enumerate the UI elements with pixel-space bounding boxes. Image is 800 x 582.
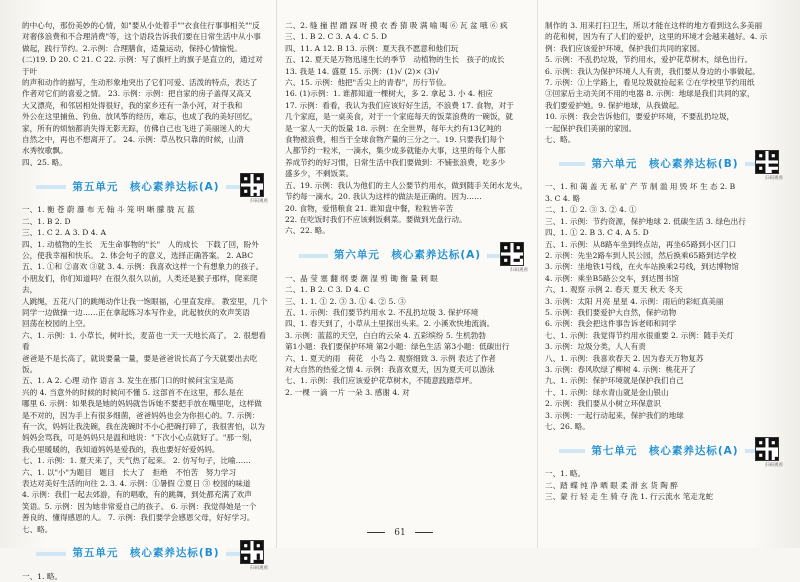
column-left bbox=[22, 20, 270, 582]
text-line: 的花和树，因为有了人们的爱护，这里的环境才会越来越好。4. 示 bbox=[545, 32, 768, 42]
text-line: 的中心句，那份美妙的心情，如"要从小处着手""衣食住行事事相关""反 bbox=[22, 21, 260, 30]
text-line: 4. 示例：我们一起去郊游，有的唱歌，有的跳舞，到处都充满了欢声 bbox=[22, 490, 252, 500]
text-line: 6. 示例：我会把这件事告诉老师和同学 bbox=[545, 319, 677, 329]
text-line: 我们要爱护她。9. 保护地球，从我做起。 bbox=[545, 100, 684, 110]
text-line: 公，使我幸福和快乐。 2. 体会句子的意义，选择正确答案。 2. ABC bbox=[22, 250, 254, 260]
text-line: 三、1. C 2. A 3. D 4. A bbox=[22, 228, 106, 238]
unit-header bbox=[545, 153, 785, 182]
text-line: 三、1. 示例：节约资源，保护地球 2. 低碳生活 3. 绿色出行 bbox=[545, 216, 746, 226]
text-line: 二、1. B 2. C 3. D 4. C bbox=[285, 285, 370, 295]
text-line: 3. 示例：蓝蓝的天空，白白的云朵 4. 五彩缤纷 5. 生机勃勃 bbox=[285, 330, 486, 340]
text-line: 5. 示例：不乱扔垃圾，节约用水，爱护花草树木，绿色出行。 bbox=[545, 55, 753, 65]
text-line: 5. 示例：我们要爱护大自然，保护动物 bbox=[545, 307, 677, 317]
qr-label: 扫码观看 bbox=[510, 267, 528, 273]
text-block bbox=[285, 273, 530, 398]
unit-header bbox=[22, 543, 270, 572]
text-line: 水秀牧歌飘。 bbox=[22, 146, 68, 156]
text-line: 4. 示例：乘坐B5路公交车，到达图书馆 bbox=[545, 273, 679, 283]
text-line: 人都节约一粒米，一滴水，集少成多就能办大事，这里的每个人都 bbox=[285, 146, 506, 156]
qr-code-icon[interactable] bbox=[240, 540, 264, 564]
text-line: 一、1. 和 蔼 盖 无 私 矿 产 节 制 滥 用 毁 坏 生 态 2. B bbox=[545, 182, 736, 192]
page-number: 61 bbox=[394, 528, 406, 538]
text-block bbox=[22, 204, 270, 535]
text-line: 3. 示例：坐地铁1号线，在火车站换乘2号线，到达博物馆 bbox=[545, 262, 739, 272]
qr-label: 扫码观看 bbox=[250, 566, 268, 572]
column-divider bbox=[276, 0, 277, 548]
qr-code-icon[interactable] bbox=[755, 150, 779, 174]
text-line: 回荡在校园的上空。 bbox=[22, 319, 91, 329]
unit-header bbox=[22, 176, 270, 205]
text-line: 二、踏 蝶 纯 净 晒 眼 柔 滑 玄 货 陶 醉 bbox=[545, 480, 678, 490]
qr-label: 扫码观看 bbox=[765, 176, 783, 182]
section-heading: 四、25. 略。 bbox=[22, 157, 67, 167]
text-line: 2. 一棵 一滴 一片 一朵 3. 感谢 4. 对 bbox=[285, 387, 410, 397]
text-line: 妈妈会骂我，可是妈妈只是温和地说："下次小心点就好了。"那一刻， bbox=[22, 433, 257, 443]
text-line: 3. 示例：春风吹绿了柳树 4. 示例：桃花开了 bbox=[545, 364, 696, 374]
text-line: 三、1. 1. ① 2. ③ 3. ① 4. ② 5. ③ bbox=[285, 296, 406, 306]
qr-label: 扫码观看 bbox=[765, 463, 783, 469]
qr-label: 扫码观看 bbox=[250, 199, 268, 205]
text-line: 三、蒙 行 轻 走 生 骑 夺 洗 1. 行云流水 笔走龙蛇 bbox=[545, 492, 714, 502]
text-line: 七、1. 示例：我觉得节约用水很重要 2. 示例：随手关灯 bbox=[545, 330, 734, 340]
text-line: 表达对美好生活的向往 2. 3. 4. 示例：①暑假 ②夏日 ③ 校园的味道 bbox=[22, 479, 251, 489]
text-line: 十、1. 示例：绿水青山就是金山银山 bbox=[545, 387, 669, 397]
text-line: 四、1. 春天到了，小草从土里探出头来。2. 小溪欢快地流淌。 bbox=[285, 319, 495, 329]
text-line: 六、15. 示例：他把"舌尖上的青春"，历行节俭。 bbox=[285, 78, 451, 88]
text-line: 七、略。 bbox=[22, 524, 53, 534]
text-line: 四、11. A 12. B 13. 示例：夏天我不愿意和他们玩 bbox=[285, 43, 459, 53]
text-line: 七、1. 示例：1. 夏天来了，天气热了起来。 2. 仿写句子，比喻…… bbox=[22, 456, 251, 466]
text-line: (二)19. D 20. C 21. C 22. 示例：写了旗杆上的旗子是直立的，通过对于叶 bbox=[22, 55, 263, 76]
text-line: 例：我们应该爱护环境，保护我们共同的家园。 bbox=[545, 43, 705, 53]
text-line: 盛多少，不剩饭菜。 bbox=[285, 169, 354, 179]
text-block bbox=[545, 20, 785, 145]
text-line: 养成节约的好习惯，日常生活中我们要做到：不铺张浪费，吃多少 bbox=[285, 157, 506, 167]
text-line: 的声和动作的描写，生动形象地突出了它们可爱、活泼的特点，表达了 bbox=[22, 78, 258, 88]
text-block bbox=[22, 20, 270, 168]
text-line: 3. 示例：垃圾分类，人人有责 bbox=[545, 342, 646, 352]
text-line: 三、1. B 2. C 3. A 4. C 5. D bbox=[285, 32, 387, 42]
text-line: 10. 示例：我会告诉他们，要爱护环境，不要乱扔垃圾， bbox=[545, 112, 735, 122]
text-line: 对奢侈浪费和不合理消费"等，这个语段告诉我们要在日常生活中从小事 bbox=[22, 32, 261, 42]
text-line: 几个家庭，是一桌美食，对于一个家庭每天的饭菜浪费的一碗饭，就 bbox=[285, 112, 513, 122]
text-line: 3. C 4. 略 bbox=[545, 193, 581, 203]
column-right bbox=[545, 20, 785, 503]
text-line: 善良的、懂得感恩的人。 7. 示例：我们要学会感恩父母，好好学习。 bbox=[22, 513, 255, 523]
text-line: 一、1. 衡 苍 蔚 瀑 布 无 翰 斗 笼 明 晰 朦 胧 瓦 蓝 bbox=[22, 205, 195, 215]
text-line: 做起，践行节约。2.示例：合理膳食，适量运动，保持心情愉悦。 bbox=[22, 43, 242, 53]
column-middle bbox=[285, 20, 530, 398]
text-line: 7. 示例：①上学路上，看见垃圾就捡起来 ②在学校里节约用纸 bbox=[545, 78, 755, 88]
text-line: 同学一边做操一边……正在拿起练习本写作业，此起彼伏的欢声笑语 bbox=[22, 307, 250, 317]
text-line: 二、2. 缝 撞 捏 蹭 踩 呀 摸 衣 香 猜 吸 满 喻 喝 ⑥ 瓦 盆 哦 ⑥ 疯 bbox=[285, 21, 508, 30]
unit-title: 第六单元 核心素养达标(A) bbox=[328, 250, 487, 261]
text-line: 一、1. 略。 bbox=[545, 469, 586, 479]
qr-code-icon[interactable] bbox=[500, 242, 524, 266]
text-line: 是一家人一天的饭量 18. 示例：在全世界，每年大约有13亿吨的 bbox=[285, 123, 502, 133]
text-line: ③回家后主动关闭不用的电器 8. 示例：地球是我们共同的家， bbox=[545, 89, 755, 99]
text-line: 3. 示例：一起行动起来，保护我们的地球 bbox=[545, 410, 684, 420]
text-line: 七、1. 示例：我们应该爱护花草树木，不随意践踏草坪。 bbox=[285, 376, 477, 386]
text-line: 13. 我是 14. 盛夏 15. 示例：(1)√ (2)× (3)√ bbox=[285, 66, 440, 76]
text-line: 六、1. 观察 示例 2. 春天 夏天 秋天 冬天 bbox=[545, 285, 683, 295]
text-line: 五、1. 示例：从8路车坐到终点站，再坐65路到小区门口 bbox=[545, 239, 737, 249]
unit-header bbox=[545, 440, 785, 469]
text-line: 自然之中，再也不想离开了。 24. 示例：草丛牧只靠的时候，山清 bbox=[22, 135, 244, 145]
section-heading: 七、略。 bbox=[545, 135, 576, 145]
section-heading: 七、26. 略。 bbox=[545, 422, 590, 431]
text-line: 五、19. 示例：我认为他们的主人公要节约用水，做到随手关闭水龙头， bbox=[285, 180, 528, 190]
text-line: 五、1. ①和 ②喜欢 ③就 3. 4. 示例：我喜欢这样一个有想象力的孩子。 bbox=[22, 262, 264, 272]
qr-code-icon[interactable] bbox=[755, 437, 779, 461]
unit-title: 第五单元 核心素养达标(A) bbox=[66, 182, 225, 193]
text-line: 2. 示例：我们要从小树立环保意识 bbox=[545, 399, 661, 409]
text-block bbox=[545, 181, 785, 432]
text-line: 哪里 6. 示例：如果我是她的妈妈就告诉她不要把手放在嘴里吃，这样做 bbox=[22, 399, 262, 409]
text-line: 是不对的，因为手上有很多细菌，爸爸妈妈也会为你担心的。7. 示例： bbox=[22, 410, 260, 420]
text-line: 6. 示例：我认为保护环境人人有责，我们要从身边的小事做起。 bbox=[545, 66, 760, 76]
text-line: 人跳绳，五花八门的跳绳动作让我一饱眼福，心里直发痒。 教室里，几个 bbox=[22, 296, 268, 306]
text-line: 五、1. 示例：我们要节约用水 2. 不乱扔垃圾 3. 保护环境 bbox=[285, 307, 479, 317]
unit-title: 第七单元 核心素养达标(A) bbox=[585, 446, 744, 457]
text-line: 22. 在吃饭时我们不应该剩饭剩菜。要做到光盘行动。 bbox=[285, 214, 467, 224]
text-line: 爸爸是不是长高了，就说要量一量，要是爸爸说长高了今天就要出去吃饭。 bbox=[22, 353, 258, 374]
text-line: 一起保护我们美丽的家园。 bbox=[545, 123, 637, 133]
text-line: 二、1. ① 2. ③ 3. ② 4. ① bbox=[545, 205, 637, 215]
text-line: 2. 示例：先坐2路车到人民公园，然后换乘65路到达学校 bbox=[545, 250, 737, 260]
text-line: 家，所有的烦恼都消失得无影无踪，仿佛自己也飞进了美丽迷人的大 bbox=[22, 123, 250, 133]
text-line: 第1小题：我们要保护环境 第2小题：绿色生活 第3小题：低碳出行 bbox=[285, 342, 510, 352]
text-line: 四、1. ① 2. B 3. C 4. A 5. D bbox=[545, 228, 649, 238]
column-divider bbox=[537, 0, 538, 548]
text-line: 节约每一滴水。20. 我认为这样的做法是正确的。因为…… bbox=[285, 192, 482, 202]
unit-header bbox=[285, 245, 530, 273]
text-block bbox=[285, 20, 530, 237]
text-line: 一、晶 莹 塞 翻 纲 要 潮 湿 剪 锄 衡 量 刺 眼 bbox=[285, 273, 438, 283]
text-line: 五、12. 夏天是万物迅速生长的季节 动植物的生长 孩子的成长 bbox=[285, 55, 505, 65]
text-line: 16. (1)示例：1. 谁都知道一棵树大，多 2. 拿起 3. 小 4. 相应 bbox=[285, 89, 493, 99]
text-line: 17. 示例：看看，我认为我们应该好好生活，不浪费 17. 食物，对于 bbox=[285, 100, 514, 110]
text-line: 20. 食物，爱惜粮食 21. 谁知盘中餐，粒粒皆辛苦 bbox=[285, 203, 454, 213]
text-line: 3. 示例：太阳 月亮 星星 4. 示例：雨后的彩虹真美丽 bbox=[545, 296, 724, 306]
text-line: 制作的 3. 用来打扫卫生，所以才能在这样的地方看到这么多美丽 bbox=[545, 21, 763, 30]
text-line: 六、1. 以"小"为题目 题目 长大了 拒绝 不怕苦 努力学习 bbox=[22, 467, 237, 477]
text-line: 对大自然的热爱之情 4. 示例：我喜欢夏天，因为夏天可以游泳 bbox=[285, 364, 495, 374]
text-line: 八、1. 示例：我喜欢春天 2. 因为春天万物复苏 bbox=[545, 353, 704, 363]
text-line: 有一次，妈妈让我洗碗，我在洗碗时不小心把碗打碎了，我很害怕，以为 bbox=[22, 422, 265, 431]
qr-code-icon[interactable] bbox=[240, 173, 264, 197]
text-line: 笑语。5. 示例：因为她非常爱自己的孩子。 6. 示例：我觉得她是一个 bbox=[22, 501, 257, 511]
text-line: 九、1. 示例：保护环境就是保护我们自己 bbox=[545, 376, 684, 386]
section-heading: 六、22. 略。 bbox=[285, 226, 330, 236]
text-line: 兴的 4. 当意外的时候的时候问不懂 5. 这部首不在这里，那么是在 bbox=[22, 387, 244, 397]
footer-dash bbox=[367, 532, 385, 533]
text-line: 二、1. B 2. D bbox=[22, 216, 71, 226]
text-line: 我心里暖暖的，我知道妈妈是爱我的，我也要好好爱妈妈。 bbox=[22, 444, 220, 454]
text-line: 作者对它们的喜爱之情。 23. 示例：示例：把自家的房子盖得又高又 bbox=[22, 89, 252, 99]
text-line: 一、1. 略。 bbox=[22, 572, 63, 582]
text-line: 大又漂亮，和邻居相处得很好，我的家乡还有一条小河，对于我和 bbox=[22, 100, 243, 110]
text-line: 外公在这里捕鱼、钓鱼、放风筝的经历，难忘，也成了我的美好回忆， bbox=[22, 112, 258, 122]
text-line: 四、1. 动植物的生长 无生命事物的"长" 人的成长 下载了回，盼外 bbox=[22, 239, 259, 249]
page-number-footer bbox=[0, 528, 800, 538]
text-line: 六、1. 示例：1. 小草长，树叶长，麦苗也一天一天地长高了。 2. 很想看看 bbox=[22, 330, 267, 352]
text-line: 食物被浪费，相当于全球食物产量的三分之一。19. 只要我们每个 bbox=[285, 135, 505, 145]
text-line: 五、1. A 2. 心理 动作 语言 3. 发生在那门口的时候问宝宝是高 bbox=[22, 376, 234, 386]
text-block bbox=[545, 468, 785, 502]
footer-dash bbox=[415, 532, 433, 533]
unit-title: 第五单元 核心素养达标(B) bbox=[66, 548, 225, 559]
text-line: 小朋友们，你们知道吗？在很久很久以前，人类还是猴子那样，爬来爬去， bbox=[22, 273, 258, 295]
unit-title: 第六单元 核心素养达标(B) bbox=[585, 159, 744, 170]
text-line: 六、1. 夏天的雨 荷花 小鸟 2. 观察细致 3. 示例 表达了作者 bbox=[285, 353, 496, 363]
